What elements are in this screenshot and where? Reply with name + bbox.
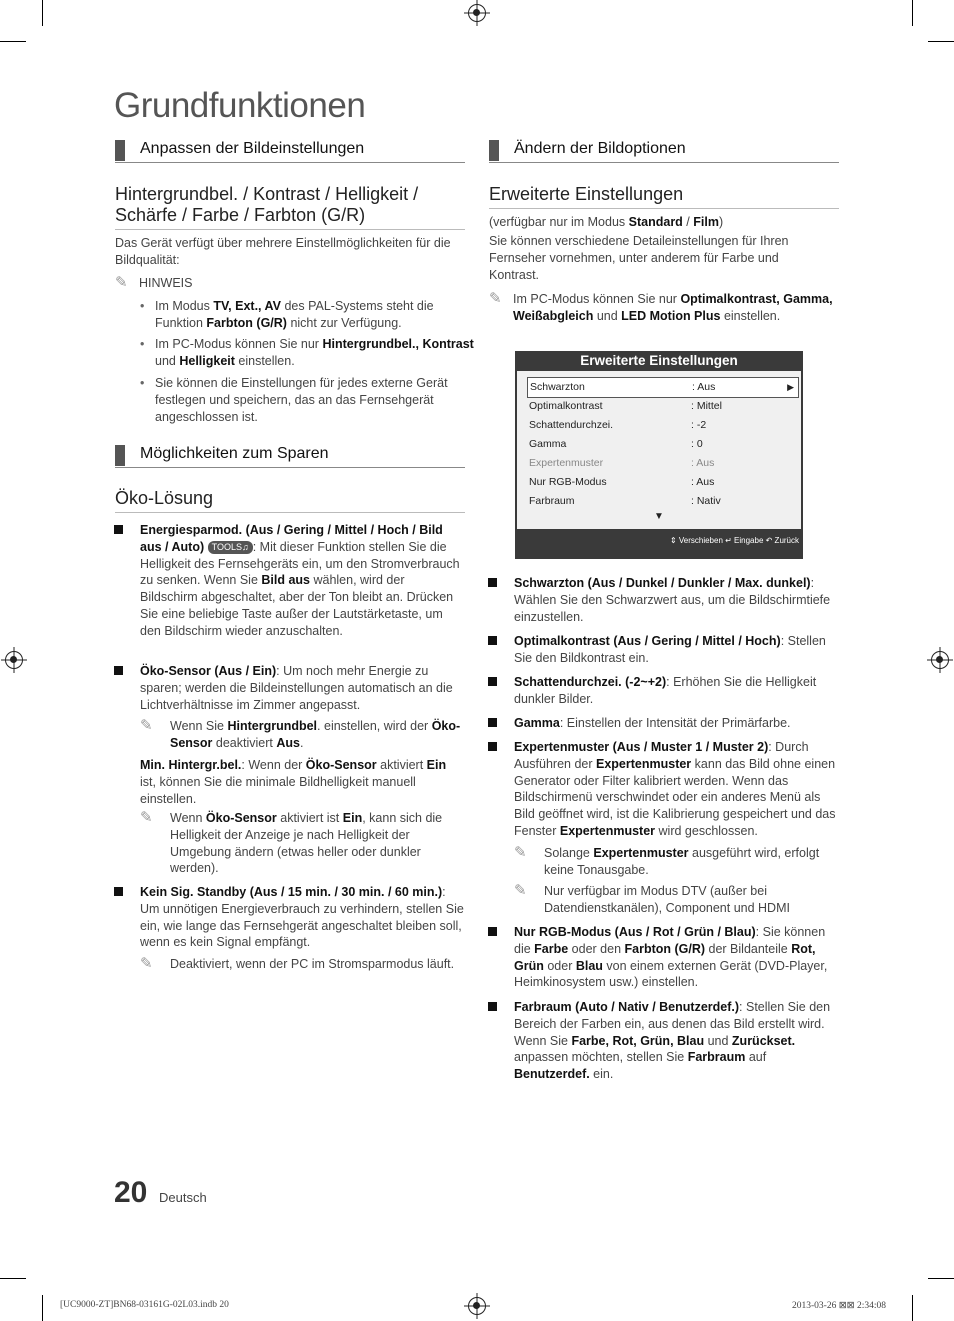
osd-row-optimalkontrast[interactable]: Optimalkontrast : Mittel: [529, 400, 722, 412]
list-item: Energiesparmod. (Aus / Gering / Mittel / Hoch / Bild aus / Auto) TOOLS♫ : Mit dieser Funktion stellen Sie die Helligkeit des Fernsehgeräts ein, um den Stromverbrauch zu senken. Wenn Sie Bild aus wählen, wird der Bildschirm abgeschaltet, aber der Ton bleibt an. Drücken Sie eine beliebige Taste außer der Lautstärketaste, um den Bildschirm wieder anzuschalten.: [114, 522, 465, 640]
note: ✎ Im PC-Modus können Sie nur Optimalkontrast, Gamma, Weißabgleich und LED Motion Plus einstellen.: [489, 290, 833, 323]
osd-footer-hints: ⇕ Verschieben ↵ Eingabe ↶ Zurück: [669, 536, 799, 545]
note: ✎ Deaktiviert, wenn der PC im Stromsparmodus läuft.: [140, 955, 455, 972]
section-header-sparen: [115, 445, 465, 468]
osd-row-nur-rgb-modus[interactable]: Nur RGB-Modus : Aus: [529, 476, 715, 488]
osd-menu-screenshot: [515, 351, 803, 559]
list-item: Nur RGB-Modus (Aus / Rot / Grün / Blau): Sie können die Farbe oder den Farbton (G/R) der Bildanteile Rot, Grün oder Blau von einem externen Gerät (DVD-Player, Heimkinosystem usw.) einstellen.: [488, 924, 839, 991]
page-title: Grundfunktionen: [114, 86, 366, 125]
note: ✎ Nur verfügbar im Modus DTV (außer bei Datendienstkanälen), Component und HDMI: [514, 882, 790, 915]
osd-title: Erweiterte Einstellungen: [515, 351, 803, 371]
pencil-icon: ✎: [140, 717, 153, 734]
list-item: Schwarzton (Aus / Dunkel / Dunkler / Max. dunkel): Wählen Sie den Schwarzwert aus, um die Bildschirmtiefe einzustellen.: [488, 575, 839, 625]
note: ✎ Solange Expertenmuster ausgeführt wird, erfolgt keine Tonausgabe.: [514, 844, 820, 877]
square-bullet-icon: [488, 677, 497, 686]
list-item: Öko-Sensor (Aus / Ein): Um noch mehr Energie zu sparen; werden die Bildeinstellungen automatisch an die Lichtverhältnisse im Zimmer angepasst.: [114, 663, 465, 713]
heading-oeko-loesung: Öko-Lösung: [115, 488, 465, 513]
list-item: Schattendurchzei. (-2~+2): Erhöhen Sie die Helligkeit dunkler Bilder.: [488, 674, 839, 708]
crop-mark: [928, 1278, 954, 1279]
list-item: Kein Sig. Standby (Aus / 15 min. / 30 min. / 60 min.): Um unnötigen Energieverbrauch zu verhindern, stellen Sie ein, wie lange das Fernsehgerät angeschaltet bleiben soll, wenn es kein Signal empfängt.: [114, 884, 465, 951]
crop-mark: [0, 41, 26, 42]
pencil-icon: ✎: [514, 844, 527, 861]
crop-mark: [928, 41, 954, 42]
note: ✎ Wenn Öko-Sensor aktiviert ist Ein, kann sich die Helligkeit der Anzeige je nach Helligkeit der Umgebung ändern (etwas heller oder dunkler werden).: [140, 809, 443, 876]
crop-mark: [912, 0, 913, 26]
hinweis-note: ✎ HINWEIS: [115, 274, 193, 291]
section-title: Anpassen der Bildeinstellungen: [140, 140, 365, 157]
availability-text: (verfügbar nur im Modus Standard / Film): [489, 215, 724, 229]
square-bullet-icon: [114, 525, 123, 534]
crop-mark: [42, 1295, 43, 1321]
note: ✎ Wenn Sie Hintergrundbel. einstellen, wird der Öko-Sensor deaktiviert Aus.: [140, 717, 461, 750]
pencil-icon: ✎: [140, 809, 153, 826]
square-bullet-icon: [488, 927, 497, 936]
tools-icon: TOOLS♫: [208, 541, 253, 554]
pencil-icon: ✎: [115, 274, 128, 291]
print-file-info: [UC9000-ZT]BN68-03161G-02L03.indb 20: [60, 1300, 229, 1310]
section-header-bildeinstellungen: [115, 140, 465, 163]
section-bar: [489, 140, 499, 161]
section-title: Ändern der Bildoptionen: [514, 140, 686, 157]
registration-mark-icon: [931, 651, 949, 669]
crop-mark: [42, 0, 43, 26]
arrow-down-icon: ▼: [654, 511, 664, 522]
arrow-right-icon: ▶: [787, 382, 794, 392]
heading-erweiterte-einstellungen: Erweiterte Einstellungen: [489, 184, 839, 209]
list-item: Optimalkontrast (Aus / Gering / Mittel / Hoch): Stellen Sie den Bildkontrast ein.: [488, 633, 839, 667]
registration-mark-icon: [468, 4, 486, 22]
section-bar: [115, 140, 125, 161]
page-number: 20: [114, 1176, 148, 1209]
osd-row-farbraum[interactable]: Farbraum : Nativ: [529, 495, 721, 507]
square-bullet-icon: [114, 666, 123, 675]
heading-hintergrundbel: Hintergrundbel. / Kontrast / Helligkeit / Schärfe / Farbe / Farbton (G/R): [115, 184, 465, 230]
list-item: • Im Modus TV, Ext., AV des PAL-Systems steht die Funktion Farbton (G/R) nicht zur Verfügung.: [140, 299, 434, 330]
bullet-icon: •: [140, 299, 145, 313]
list-item: • Sie können die Einstellungen für jedes externe Gerät festlegen und speichern, das an das Fernsehgerät angeschlossen ist.: [140, 376, 448, 424]
crop-mark: [912, 1295, 913, 1321]
bullet-icon: •: [140, 376, 145, 390]
registration-mark-icon: [468, 1297, 486, 1315]
page-language: Deutsch: [159, 1190, 207, 1205]
list-item: Gamma: Einstellen der Intensität der Primärfarbe.: [488, 715, 839, 732]
pencil-icon: ✎: [489, 290, 502, 307]
square-bullet-icon: [114, 887, 123, 896]
section-bar: [115, 445, 125, 466]
square-bullet-icon: [488, 718, 497, 727]
intro-text: Sie können verschiedene Detaileinstellungen für Ihren Fernseher vornehmen, unter anderem für Farbe und Kontrast.: [489, 234, 789, 282]
intro-text: Das Gerät verfügt über mehrere Einstellmöglichkeiten für die Bildqualität:: [115, 236, 451, 267]
min-hintergrund-text: Min. Hintergr.bel.: Wenn der Öko-Sensor aktiviert Ein ist, können Sie die minimale Bildhelligkeit manuell einstellen.: [140, 758, 447, 806]
square-bullet-icon: [488, 636, 497, 645]
square-bullet-icon: [488, 1002, 497, 1011]
square-bullet-icon: [488, 578, 497, 587]
pencil-icon: ✎: [140, 955, 153, 972]
osd-row-schattendurchzei[interactable]: Schattendurchzei. : -2: [529, 419, 707, 431]
section-title: Möglichkeiten zum Sparen: [140, 445, 329, 462]
osd-row-gamma[interactable]: Gamma : 0: [529, 438, 703, 450]
registration-mark-icon: [5, 651, 23, 669]
square-bullet-icon: [488, 742, 497, 751]
print-timestamp: 2013-03-26 ⊠⊠ 2:34:08: [792, 1301, 887, 1311]
crop-mark: [0, 1278, 26, 1279]
osd-row-expertenmuster: Expertenmuster : Aus: [529, 457, 715, 469]
osd-body: [517, 371, 801, 529]
osd-row-schwarzton[interactable]: Schwarzton : Aus ▶: [527, 377, 799, 398]
bullet-icon: •: [140, 337, 145, 351]
list-item: Expertenmuster (Aus / Muster 1 / Muster 2): Durch Ausführen der Expertenmuster kann das Bild ohne einen Generator oder Filter kalibriert werden. Wenn das Bildschirmenü verschwindet oder ein anderes Menü als Bild geöffnet wird, ist die Kalibrierung gespeichert und das Fenster Expertenmuster wird geschlossen.: [488, 739, 839, 840]
section-header-bildoptionen: [489, 140, 839, 163]
pencil-icon: ✎: [514, 882, 527, 899]
list-item: Farbraum (Auto / Nativ / Benutzerdef.): Stellen Sie den Bereich der Farben ein, aus denen das Bild erstellt wird. Wenn Sie Farbe, Rot, Grün, Blau und Zurückset. anpassen möchten, stellen Sie Farbraum auf Benutzerdef. ein.: [488, 999, 839, 1083]
list-item: • Im PC-Modus können Sie nur Hintergrundbel., Kontrast und Helligkeit einstellen.: [140, 337, 474, 368]
